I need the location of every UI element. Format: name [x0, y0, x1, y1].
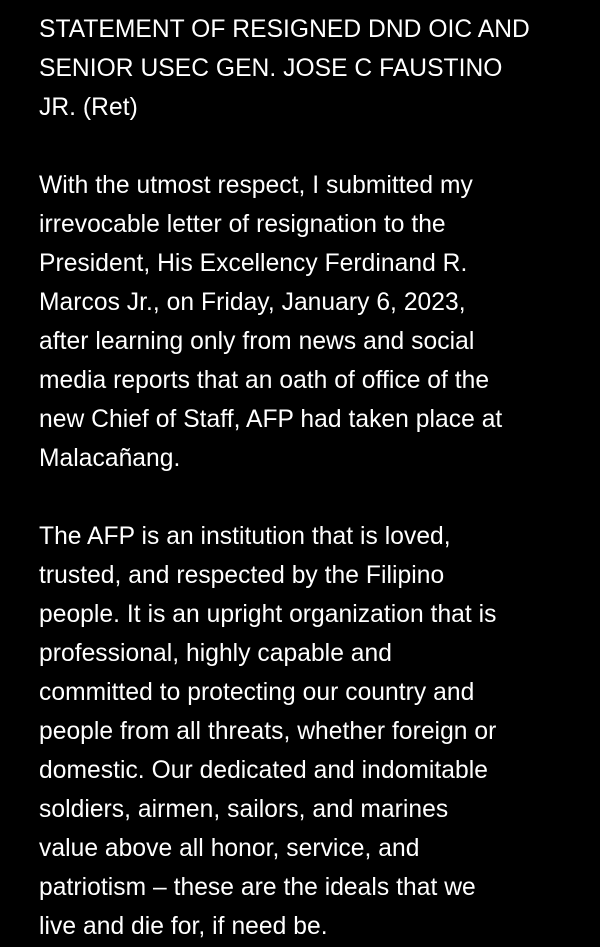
- paragraph-line: professional, highly capable and: [39, 640, 392, 667]
- paragraph-line: patriotism – these are the ideals that we: [39, 874, 476, 901]
- paragraph-line: value above all honor, service, and: [39, 835, 420, 862]
- paragraph-line: people. It is an upright organization that is: [39, 601, 497, 628]
- resignation-paragraph: [39, 166, 579, 478]
- paragraph-line: live and die for, if need be.: [39, 913, 328, 940]
- statement-heading: [39, 10, 579, 127]
- paragraph-line: committed to protecting our country and: [39, 679, 475, 706]
- paragraph-spacer: [39, 127, 579, 166]
- paragraph-line: irrevocable letter of resignation to the: [39, 211, 446, 238]
- paragraph-line: media reports that an oath of office of the: [39, 367, 490, 394]
- paragraph-line: trusted, and respected by the Filipino: [39, 562, 445, 589]
- paragraph-line: after learning only from news and social: [39, 328, 475, 355]
- afp-paragraph: [39, 517, 579, 946]
- paragraph-line: President, His Excellency Ferdinand R.: [39, 250, 468, 277]
- paragraph-line: The AFP is an institution that is loved,: [39, 523, 451, 550]
- paragraph-line: Marcos Jr., on Friday, January 6, 2023,: [39, 289, 466, 316]
- statement-note: [39, 10, 579, 946]
- paragraph-line: new Chief of Staff, AFP had taken place at: [39, 406, 503, 433]
- paragraph-line: domestic. Our dedicated and indomitable: [39, 757, 488, 784]
- paragraph-spacer: [39, 478, 579, 517]
- heading-line: STATEMENT OF RESIGNED DND OIC AND: [39, 16, 530, 43]
- paragraph-line: Malacañang.: [39, 445, 181, 472]
- heading-line: JR. (Ret): [39, 94, 138, 121]
- paragraph-line: With the utmost respect, I submitted my: [39, 172, 473, 199]
- paragraph-line: people from all threats, whether foreign or: [39, 718, 497, 745]
- paragraph-line: soldiers, airmen, sailors, and marines: [39, 796, 449, 823]
- heading-line: SENIOR USEC GEN. JOSE C FAUSTINO: [39, 55, 503, 82]
